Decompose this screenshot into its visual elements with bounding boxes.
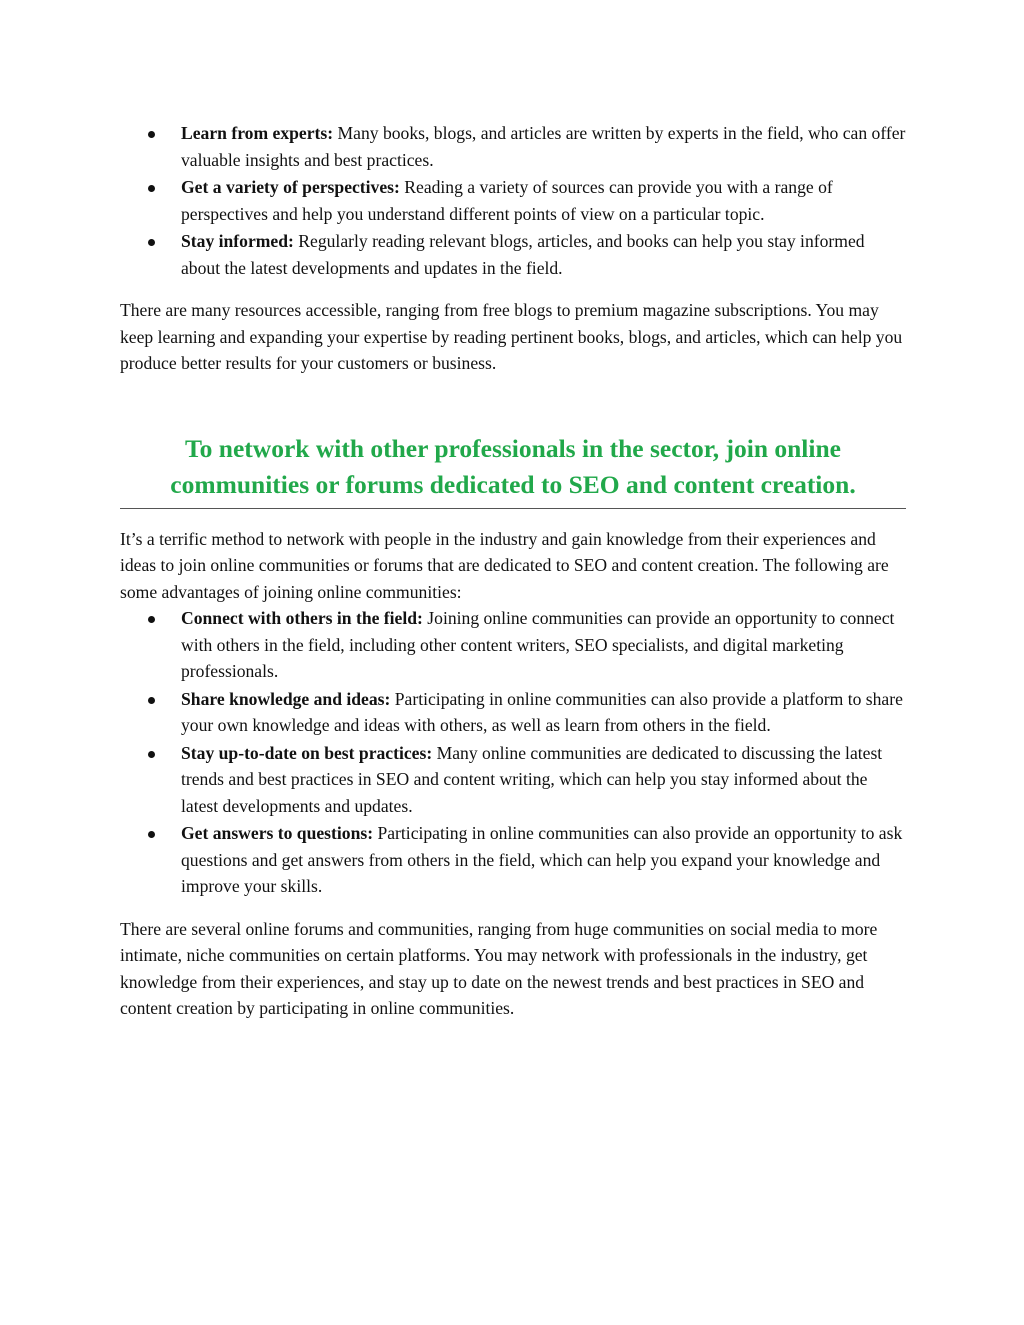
list-item-title: Get a variety of perspectives: [181,177,400,197]
bullet-icon [148,616,155,623]
list-item-title: Connect with others in the field: [181,608,423,628]
bullet-icon [148,239,155,246]
section-heading-block [120,431,906,509]
benefits-list-communities [120,605,906,900]
heading-line-1: To network with other professionals in the sector, join online [185,433,841,463]
document-page [120,120,906,1022]
bullet-icon [148,697,155,704]
body-paragraph: It’s a terrific method to network with people in the industry and gain knowledge from their experiences and ideas to join online communities or forums that are dedicated to SEO and content creation. The following are some advantages of joining online communities: [120,528,889,602]
list-item-title: Stay up-to-date on best practices: [181,742,433,763]
list-item-title: Get answers to questions: [181,823,374,843]
list-item-text: Many books, blogs, and articles are written by experts in the field, who can offer valuable insights and best practices. [181,123,906,170]
body-paragraph: There are several online forums and communities, ranging from huge communities on social media to more intimate, niche communities on certain platforms. You may network with professionals in the industry, get knowledge from their experiences, and stay up to date on the newest trends and best practices in SEO and content creation by participating in online communities. [120,918,878,1018]
list-item [120,740,906,820]
list-item-text: Many online communities are dedicated to discussing the latest trends and best practices in SEO and content writing, which can help you stay informed about the latest developments and updates. [181,742,883,816]
list-item [120,120,906,173]
list-item-text: Participating in online communities can also provide an opportunity to ask questions and get answers from others in the field, which can help you expand your knowledge and improve your skills. [181,823,903,896]
list-item-text: Joining online communities can provide an opportunity to connect with others in the field, including other content writers, SEO specialists, and digital marketing professionals. [181,608,895,681]
list-item-title: Learn from experts: [181,123,334,143]
bullet-icon [148,751,155,758]
list-item-text: Regularly reading relevant blogs, articles, and books can help you stay informed about the latest developments and updates in the field. [181,231,865,278]
list-item [120,174,906,227]
list-item-title: Stay informed: [181,231,294,251]
list-item [120,605,906,685]
bullet-icon [148,831,155,838]
bullet-icon [148,185,155,192]
body-paragraph: There are many resources accessible, ranging from free blogs to premium magazine subscriptions. You may keep learning and expanding your expertise by reading pertinent books, blogs, and articles, which can help you produce better results for your customers or business. [120,300,903,373]
list-item [120,228,906,281]
list-item-text: Participating in online communities can also provide a platform to share your own knowledge and ideas with others, as well as learn from others in the field. [181,688,903,735]
heading-line-2: communities or forums dedicated to SEO and content creation. [170,469,856,499]
list-item [120,820,906,900]
list-item-title: Share knowledge and ideas: [181,688,391,709]
bullet-icon [148,131,155,138]
section-heading [120,431,906,503]
list-item-text: Reading a variety of sources can provide you with a range of perspectives and help you understand different points of view on a particular topic. [181,177,833,224]
list-item [120,686,906,739]
benefits-list-reading [120,120,906,281]
